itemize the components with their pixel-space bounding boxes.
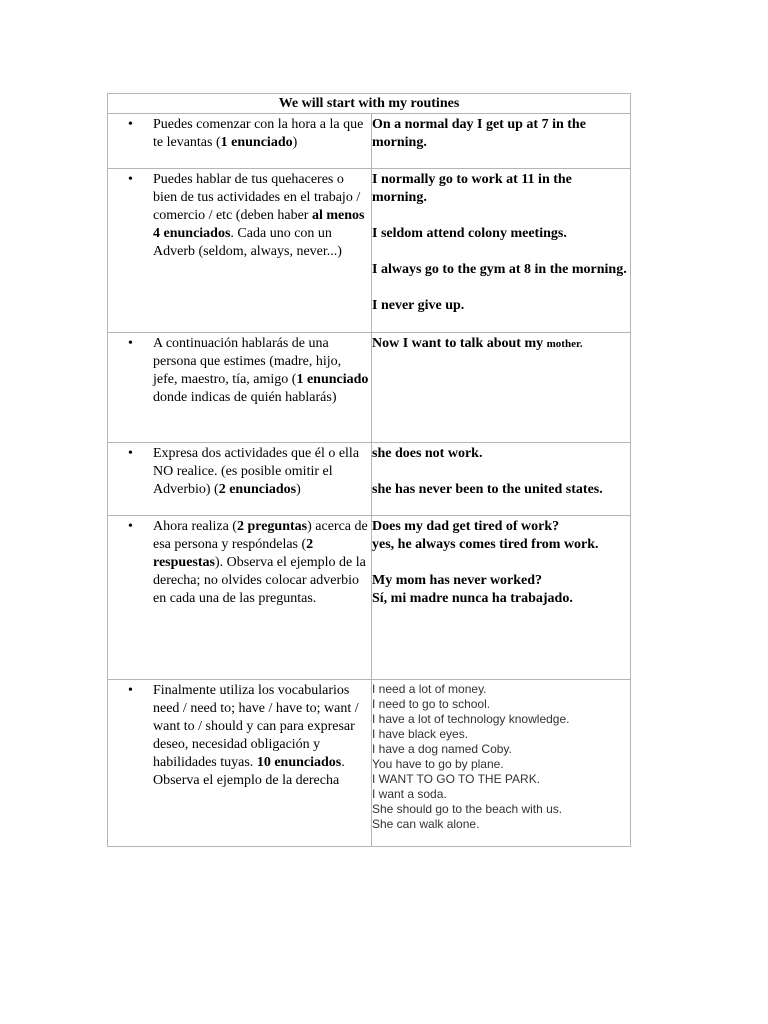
table-row (108, 169, 630, 333)
answer-line: I need to go to school. (372, 697, 491, 711)
answer-line: My mom has never worked? (372, 573, 543, 588)
answer-line: I have a dog named Coby. (372, 742, 512, 756)
answer-line: I never give up. (372, 298, 465, 313)
bullet-icon: • (128, 446, 133, 461)
answer-line: she has never been to the united states. (372, 482, 603, 497)
instruction-cell: • Puedes hablar de tus quehaceres o bien de tus actividades en el trabajo / comercio / etc (deben haber al menos 4 enunciados. Cada uno con un Adverb (seldom, always, never...) (108, 169, 372, 332)
answer-cell (372, 114, 630, 168)
answer-line: I always go to the gym at 8 in the morning. (372, 262, 627, 277)
bullet-icon: • (128, 519, 133, 534)
answer-line: I want a soda. (372, 787, 447, 801)
answer-line: I have black eyes. (372, 727, 469, 741)
answer-line: I normally go to work at 11 in the morning. (372, 172, 572, 205)
answer-line: Sí, mi madre nunca ha trabajado. (372, 591, 573, 606)
table-row (108, 443, 630, 516)
bullet-icon: • (128, 336, 133, 351)
instruction-cell: • Puedes comenzar con la hora a la que te levantas (1 enunciado) (108, 114, 372, 168)
answer-line: I WANT TO GO TO THE PARK. (372, 772, 541, 786)
table-row (108, 680, 630, 846)
answer-line: Now I want to talk about my mother. (372, 336, 583, 351)
answer-line: I seldom attend colony meetings. (372, 226, 567, 241)
routines-table (107, 93, 631, 847)
answer-cell (372, 443, 630, 515)
instruction-cell: • Finalmente utiliza los vocabularios need / need to; have / have to; want / want to / should y can para expresar deseo, necesidad obligación y habilidades tuyas. 10 enunciados. Observa el ejemplo de la derecha (108, 680, 372, 846)
answer-line: She can walk alone. (372, 817, 480, 831)
table-row (108, 114, 630, 169)
instruction-cell: • Expresa dos actividades que él o ella NO realice. (es posible omitir el Adverbio) (2 enunciados) (108, 443, 372, 515)
table-row (108, 516, 630, 680)
answer-cell (372, 516, 630, 679)
answer-line: I have a lot of technology knowledge. (372, 712, 570, 726)
answer-line: I need a lot of money. (372, 682, 487, 696)
answer-line: yes, he always comes tired from work. (372, 537, 599, 552)
table-title: We will start with my routines (108, 94, 630, 114)
answer-line: She should go to the beach with us. (372, 802, 563, 816)
bullet-icon: • (128, 683, 133, 698)
answer-cell (372, 680, 630, 846)
answer-line: On a normal day I get up at 7 in the morning. (372, 117, 586, 150)
bullet-icon: • (128, 117, 133, 132)
bullet-icon: • (128, 172, 133, 187)
answer-line: Does my dad get tired of work? (372, 519, 560, 534)
instruction-cell: • Ahora realiza (2 preguntas) acerca de esa persona y respóndelas (2 respuestas). Observa el ejemplo de la derecha; no olvides colocar adverbio en cada una de las preguntas. (108, 516, 372, 679)
answer-line: she does not work. (372, 446, 483, 461)
answer-cell (372, 333, 630, 442)
answer-line: You have to go by plane. (372, 757, 504, 771)
instruction-cell: • A continuación hablarás de una persona que estimes (madre, hijo, jefe, maestro, tía, amigo (1 enunciado donde indicas de quién hablarás) (108, 333, 372, 442)
table-row (108, 333, 630, 443)
answer-cell (372, 169, 630, 332)
